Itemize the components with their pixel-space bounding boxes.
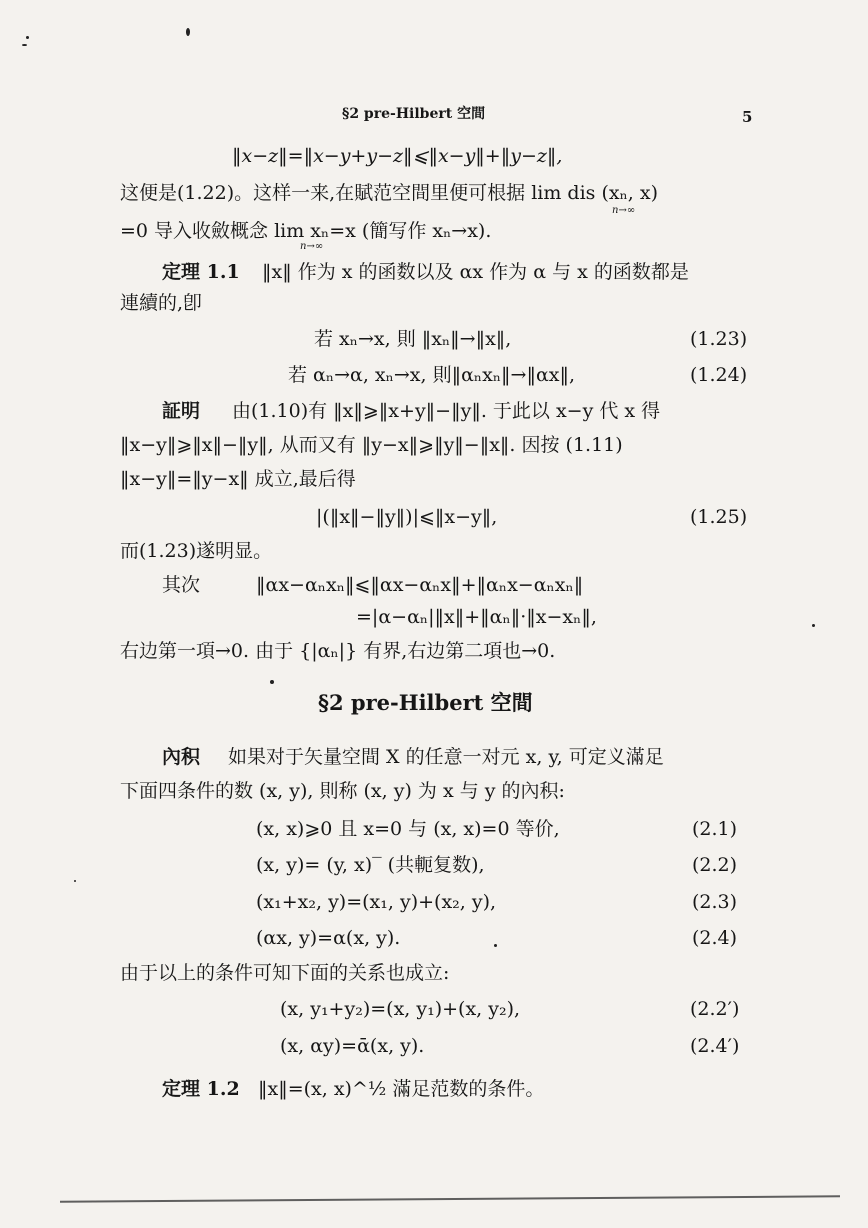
limit-subscript: n→∞ — [612, 205, 636, 216]
page-number: 5 — [742, 108, 753, 126]
text-line: 由于以上的条件可知下面的关系也成立: — [120, 962, 450, 984]
text-line: ‖x−y‖=‖y−x‖ 成立,最后得 — [120, 468, 356, 490]
text-line: 下面四条件的数 (x, y), 則称 (x, y) 为 x 与 y 的內积: — [120, 780, 565, 802]
equation-line: =|α−αₙ|‖x‖+‖αₙ‖·‖x−xₙ‖, — [356, 606, 597, 628]
equation-2-4: (αx, y)=α(x, y). — [256, 927, 401, 949]
theorem-label: 定理 1.2 — [162, 1078, 240, 1100]
equation-tag: (2.2) — [692, 854, 738, 876]
theorem-text: ‖x‖ 作为 x 的函数以及 αx 作为 α 与 x 的函数都是 — [262, 261, 689, 283]
theorem-text: ‖x‖=(x, x)^½ 滿足范数的条件。 — [258, 1078, 545, 1100]
limit-subscript: n→∞ — [300, 241, 324, 252]
equation-1-23: 若 xₙ→x, 則 ‖xₙ‖→‖x‖, — [314, 328, 512, 350]
equation-tag: (2.4′) — [690, 1035, 740, 1057]
text-line: 其次 — [162, 574, 201, 596]
equation-line: ‖αx−αₙxₙ‖⩽‖αx−αₙx‖+‖αₙx−αₙxₙ‖ — [256, 574, 584, 596]
text-line: 而(1.23)遂明显。 — [120, 540, 273, 562]
text-line: =0 导入收斂概念 lim xₙ=x (簡写作 xₙ→x). — [120, 220, 492, 242]
theorem-label: 定理 1.1 — [162, 261, 240, 283]
text-line: 連續的,卽 — [120, 292, 203, 314]
scan-speck — [812, 624, 815, 627]
proof-label: 証明 — [162, 400, 201, 422]
equation-2-2-prime: (x, y₁+y₂)=(x, y₁)+(x, y₂), — [280, 998, 521, 1020]
equation-tag: (2.2′) — [690, 998, 740, 1020]
proof-text: 由(1.10)有 ‖x‖⩾‖x+y‖−‖y‖. 于此以 x−y 代 x 得 — [232, 400, 661, 422]
scan-speck — [74, 880, 76, 882]
text-line: ‖x−y‖⩾‖x‖−‖y‖, 从而又有 ‖y−x‖⩾‖y‖−‖x‖. 因按 (1.11) — [120, 434, 623, 456]
section-heading: §2 pre-Hilbert 空間 — [318, 690, 533, 715]
equation-tag: (2.3) — [692, 891, 738, 913]
text-line: 这便是(1.22)。这样一来,在賦范空間里便可根据 lim dis (xₙ, x) — [120, 182, 659, 204]
equation-tag: (1.23) — [690, 328, 748, 350]
equation-1-24: 若 αₙ→α, xₙ→x, 則‖αₙxₙ‖→‖αx‖, — [288, 364, 576, 386]
page-bottom-edge — [60, 1195, 840, 1202]
equation-2-3: (x₁+x₂, y)=(x₁, y)+(x₂, y), — [256, 891, 497, 913]
equation-2-4-prime: (x, αy)=ᾱ(x, y). — [280, 1035, 425, 1057]
scan-speck — [270, 680, 274, 684]
running-title: §2 pre-Hilbert 空間 — [342, 106, 486, 122]
equation-line: ‖x−z‖=‖x−y+y−z‖⩽‖x−y‖+‖y−z‖, — [232, 145, 563, 167]
equation-2-2: (x, y)= (y, x)‾ (共軛复数), — [256, 854, 485, 876]
text-line: 右边第一項→0. 由于 {|αₙ|} 有界,右边第二項也→0. — [120, 640, 556, 662]
scan-speck — [186, 28, 190, 36]
equation-2-1: (x, x)⩾0 且 x=0 与 (x, x)=0 等价, — [256, 818, 560, 840]
equation-tag: (2.1) — [692, 818, 738, 840]
equation-tag: (1.25) — [690, 506, 748, 528]
scan-speck — [26, 36, 29, 39]
scan-speck — [22, 44, 27, 46]
definition-label: 內积 — [162, 746, 201, 768]
equation-tag: (1.24) — [690, 364, 748, 386]
equation-tag: (2.4) — [692, 927, 738, 949]
equation-1-25: |(‖x‖−‖y‖)|⩽‖x−y‖, — [316, 506, 498, 528]
text-line: 如果对于矢量空間 X 的任意一对元 x, y, 可定义滿足 — [228, 746, 664, 768]
scan-speck — [494, 944, 497, 947]
